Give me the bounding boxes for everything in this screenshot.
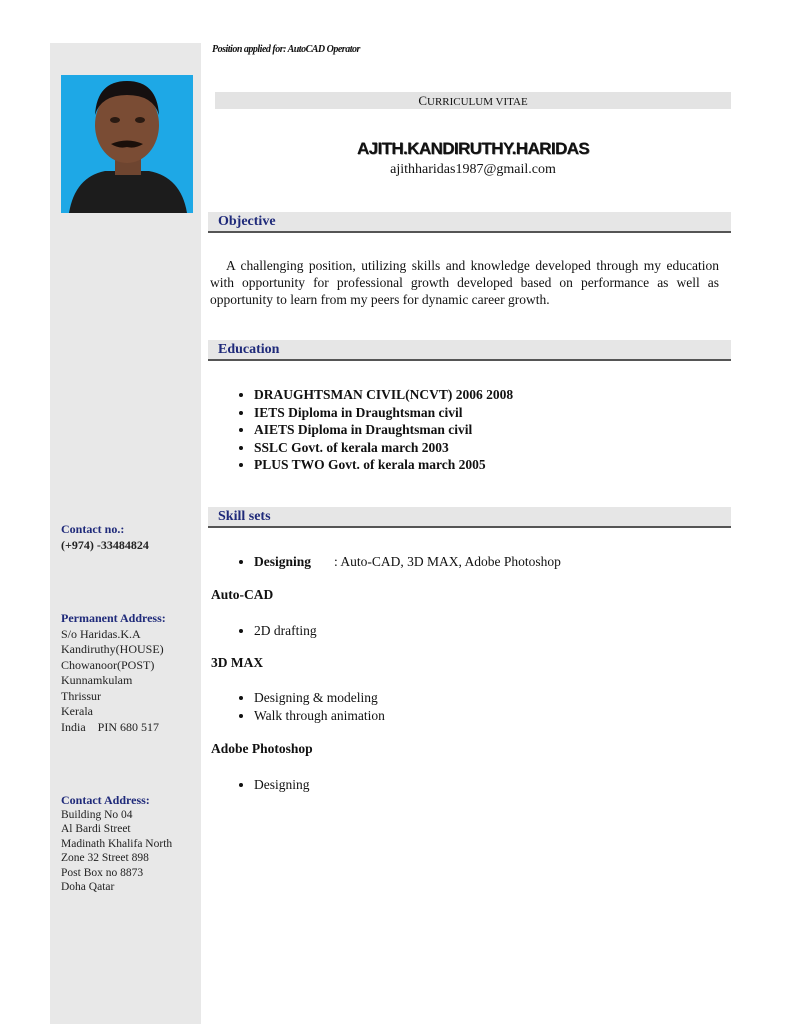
- list-item: • SSLC Govt. of kerala march 2003: [254, 439, 513, 457]
- list-item: • Designing: [254, 776, 310, 794]
- list-item: • IETS Diploma in Draughtsman civil: [254, 404, 513, 422]
- skills-header: [208, 507, 731, 528]
- objective-header: [208, 212, 731, 233]
- skills-title: Skill sets: [218, 509, 271, 524]
- permanent-address-block: [61, 611, 201, 735]
- list-item: • DRAUGHTSMAN CIVIL(NCVT) 2006 2008: [254, 386, 513, 404]
- position-applied-text: Position applied for: AutoCAD Operator: [212, 44, 360, 55]
- contact-number-label: Contact no.:: [61, 522, 125, 536]
- cv-title-initial: C: [418, 93, 427, 108]
- designing-list: [233, 553, 561, 571]
- address-line: S/o Haridas.K.A: [61, 626, 141, 641]
- designing-label: Designing: [254, 554, 312, 569]
- email-address: ajithharidas1987@gmail.com: [390, 162, 556, 177]
- address-line: Kandiruthy(HOUSE): [61, 642, 164, 656]
- photoshop-list: [233, 776, 310, 794]
- autocad-list: [233, 622, 317, 640]
- address-line: Chowanoor(POST): [61, 657, 155, 672]
- address-line: Thrissur: [61, 688, 101, 703]
- objective-text: A challenging position, utilizing skills and knowledge developed through my education with opportunity for professional growth developed based on performance as well as opportunity to learn from my peers for dynamic career growth.: [210, 258, 719, 307]
- list-item: • 2D drafting: [254, 622, 317, 640]
- address-line: Madinath Khalifa North: [61, 837, 173, 850]
- list-item: • PLUS TWO Govt. of kerala march 2005: [254, 456, 513, 474]
- objective-title: Objective: [218, 214, 276, 229]
- candidate-name: AJITH.KANDIRUTHY.HARIDAS: [356, 139, 590, 158]
- cv-title-bar: [215, 92, 731, 109]
- 3dmax-subheading: 3D MAX: [211, 655, 264, 670]
- person-portrait-icon: [61, 75, 193, 213]
- education-header: [208, 340, 731, 361]
- contact-address-block: [61, 793, 201, 895]
- address-line: Post Box no 8873: [61, 866, 144, 879]
- profile-photo: [61, 75, 193, 213]
- permanent-address-label: Permanent Address:: [61, 611, 166, 625]
- address-line: Doha Qatar: [61, 881, 115, 893]
- list-item: • Designing & modeling: [254, 689, 385, 707]
- address-line: Kerala: [61, 704, 93, 718]
- address-line: India PIN 680 517: [61, 719, 159, 734]
- list-item: • AIETS Diploma in Draughtsman civil: [254, 421, 513, 439]
- designing-value: : Auto-CAD, 3D MAX, Adobe Photoshop: [334, 554, 561, 569]
- contact-number: (+974) -33484824: [61, 537, 149, 552]
- cv-title-rest: URRICULUM VITAE: [427, 96, 528, 108]
- address-line: Zone 32 Street 898: [61, 852, 149, 864]
- education-title: Education: [218, 342, 280, 357]
- list-item: [254, 553, 561, 571]
- list-item: • Walk through animation: [254, 707, 385, 725]
- photoshop-subheading: Adobe Photoshop: [211, 741, 313, 756]
- autocad-subheading: Auto-CAD: [211, 587, 274, 602]
- contact-number-block: [61, 522, 201, 553]
- education-list: [233, 386, 513, 474]
- address-line: Kunnamkulam: [61, 673, 133, 687]
- address-line: Al Bardi Street: [61, 823, 131, 835]
- contact-address-label: Contact Address:: [61, 793, 150, 807]
- address-line: Building No 04: [61, 808, 133, 821]
- 3dmax-list: [233, 689, 385, 724]
